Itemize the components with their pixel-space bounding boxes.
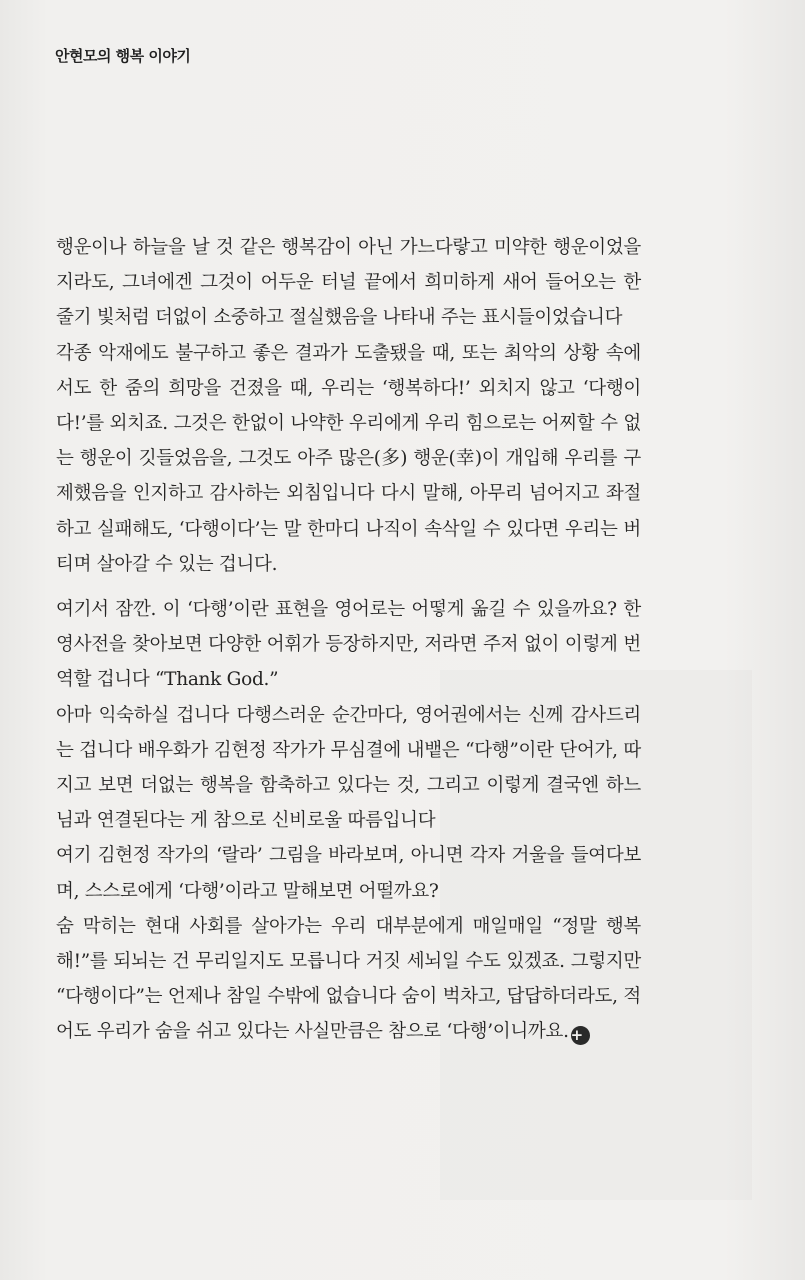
paragraph-4: 아마 익숙하실 겁니다 다행스러운 순간마다, 영어권에서는 신께 감사드리는 겁니다 배우화가 김현정 작가가 무심결에 내뱉은 “다행”이란 단어가, 따지고 보면 더없는 행복을 함축하고 있다는 것, 그리고 이렇게 결국엔 하느님과 연결된다는 게 참으로 신비로울 따름입니다 (56, 704, 641, 832)
paragraph-3: 여기서 잠깐. 이 ‘다행’이란 표현을 영어로는 어떻게 옮길 수 있을까요? 한영사전을 찾아보면 다양한 어휘가 등장하지만, 저라면 주저 없이 이렇게 번역할 겁니다 “Thank God.” (56, 599, 641, 691)
paragraph-6-text: 숨 막히는 현대 사회를 살아가는 우리 대부분에게 매일매일 “정말 행복해!”를 되뇌는 건 무리일지도 모릅니다 거짓 세뇌일 수도 있겠죠. 그렇지만 “다행이다”는 언제나 참일 수밖에 없습니다 숨이 벅차고, 답답하더라도, 적어도 우리가 숨을 쉬고 있다는 사실만큼은 참으로 ‘다행’이니까요. (56, 915, 641, 1043)
paragraph-5: 여기 김현정 작가의 ‘랄라’ 그림을 바라보며, 아니면 각자 거울을 들여다보며, 스스로에게 ‘다행’이라고 말해보면 어떨까요? (56, 845, 641, 902)
body-text (56, 230, 641, 1050)
cross-circle-icon: + (571, 1026, 590, 1045)
running-header: 안현모의 행복 이야기 (55, 47, 191, 65)
paragraph-1: 행운이나 하늘을 날 것 같은 행복감이 아닌 가느다랗고 미약한 행운이었을지라도, 그녀에겐 그것이 어두운 터널 끝에서 희미하게 새어 들어오는 한 줄기 빛처럼 더없이 소중하고 절실했음을 나타내 주는 표시들이었습니다 (56, 237, 641, 329)
paragraph-2: 각종 악재에도 불구하고 좋은 결과가 도출됐을 때, 또는 최악의 상황 속에서도 한 줌의 희망을 건졌을 때, 우리는 ‘행복하다!’ 외치지 않고 ‘다행이다!’를 외치죠. 그것은 한없이 나약한 우리에게 우리 힘으로는 어찌할 수 없는 행운이 깃들었음을, 그것도 아주 많은(多) 행운(幸)이 개입해 우리를 구제했음을 인지하고 감사하는 외침입니다 다시 말해, 아무리 넘어지고 좌절하고 실패해도, ‘다행이다’는 말 한마디 나직이 속삭일 수 있다면 우리는 버티며 살아갈 수 있는 겁니다. (56, 342, 641, 575)
paragraph-6 (56, 909, 641, 1050)
